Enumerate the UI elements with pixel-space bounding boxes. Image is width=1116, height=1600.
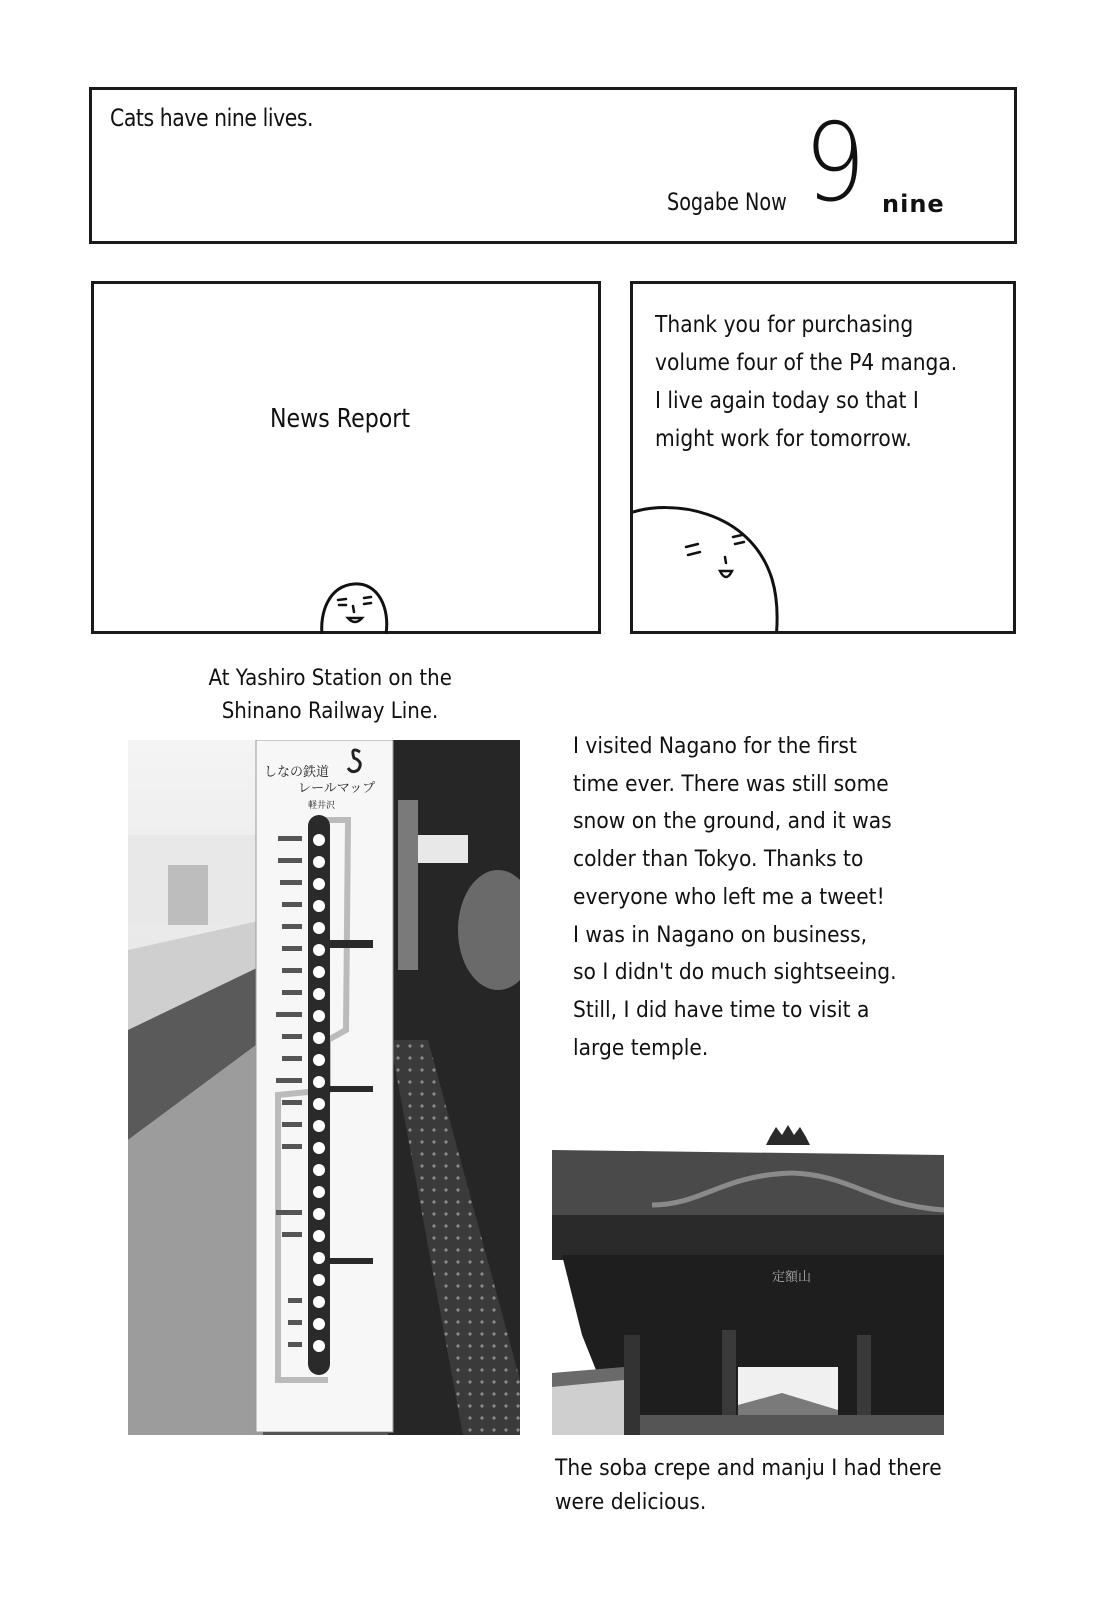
temple-photo-image bbox=[552, 1105, 944, 1435]
svg-text:レールマップ: レールマップ bbox=[298, 781, 376, 796]
text-line: so I didn't do much sightseeing. bbox=[573, 959, 897, 986]
thanks-line: volume four of the P4 manga. bbox=[655, 350, 958, 376]
thanks-line: I live again today so that I bbox=[655, 388, 919, 414]
thanks-line: Thank you for purchasing bbox=[655, 312, 914, 338]
station-photo-image bbox=[128, 740, 520, 1435]
text-line: time ever. There was still some bbox=[573, 770, 889, 797]
text-line: everyone who left me a tweet! bbox=[573, 883, 885, 910]
header-panel bbox=[89, 87, 1017, 244]
caption-line: The soba crepe and manju I had there bbox=[555, 1456, 942, 1481]
large-smiling-face-icon bbox=[630, 499, 790, 634]
temple-photo bbox=[552, 1105, 944, 1435]
nagano-trip-text bbox=[573, 728, 897, 1067]
temple-photo-caption bbox=[555, 1452, 942, 1520]
smiling-face-icon bbox=[318, 574, 394, 638]
chapter-number: 9 bbox=[804, 101, 866, 226]
station-photo-caption bbox=[209, 662, 452, 728]
thanks-panel bbox=[630, 281, 1016, 634]
caption-line: were delicious. bbox=[555, 1490, 707, 1515]
sign-title: しなの鉄道 bbox=[264, 765, 330, 780]
news-report-panel bbox=[91, 281, 601, 634]
text-line: colder than Tokyo. Thanks to bbox=[573, 846, 864, 873]
thanks-line: might work for tomorrow. bbox=[655, 426, 912, 452]
thanks-text bbox=[655, 306, 957, 458]
text-line: Still, I did have time to visit a bbox=[573, 996, 870, 1023]
station-photo bbox=[128, 740, 520, 1435]
text-line: I was in Nagano on business, bbox=[573, 921, 868, 948]
series-label: Sogabe Now bbox=[667, 188, 787, 216]
text-line: snow on the ground, and it was bbox=[573, 808, 892, 835]
text-line: large temple. bbox=[573, 1034, 709, 1061]
header-text: Cats have nine lives. bbox=[110, 104, 314, 132]
temple-plaque: 定額山 bbox=[772, 1270, 812, 1285]
caption-line: Shinano Railway Line. bbox=[221, 699, 439, 724]
text-line: I visited Nagano for the first bbox=[573, 733, 857, 759]
svg-text:軽井沢: 軽井沢 bbox=[308, 801, 336, 811]
caption-line: At Yashiro Station on the bbox=[208, 666, 452, 691]
news-report-text: News Report bbox=[270, 404, 411, 434]
chapter-word: nine bbox=[882, 190, 945, 218]
